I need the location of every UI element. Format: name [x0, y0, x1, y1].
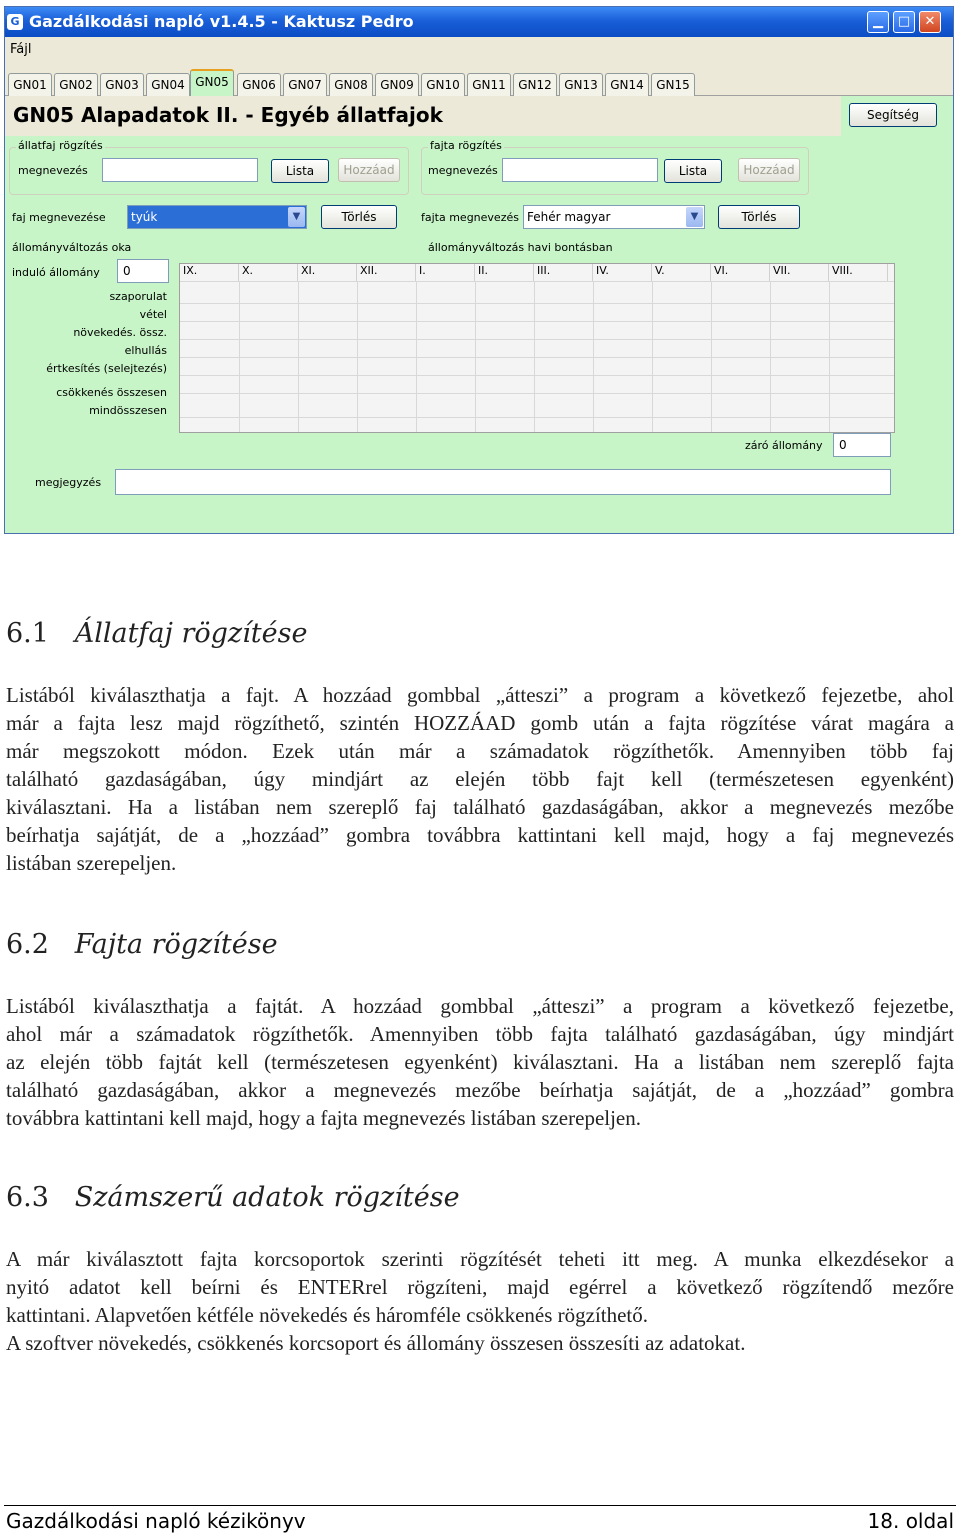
row-label: növekedés. össz. — [73, 326, 167, 339]
section-number: 6.2 — [6, 929, 49, 960]
species-add-button[interactable]: Hozzáad — [338, 158, 400, 182]
tab-gn08[interactable]: GN08 — [329, 73, 373, 96]
section-title: Fajta rögzítése — [74, 929, 278, 960]
row-label: csökkenés összesen — [56, 386, 167, 399]
grid-line — [593, 281, 594, 432]
tab-gn02[interactable]: GN02 — [54, 73, 98, 96]
tab-gn05[interactable]: GN05 — [190, 69, 234, 96]
text-line: nyitó adatot kell beírni és ENTERrel rögzíteni, majd egérrel a következő rögzítendő mezőre — [6, 1275, 954, 1299]
breed-list-button[interactable]: Lista — [664, 159, 722, 183]
form-title-bar — [5, 96, 841, 136]
closing-stock-input[interactable]: 0 — [833, 433, 891, 457]
breed-add-button[interactable]: Hozzáad — [738, 158, 800, 182]
close-icon[interactable]: ✕ — [919, 11, 941, 33]
note-input[interactable] — [115, 469, 891, 495]
tab-gn04[interactable]: GN04 — [146, 73, 190, 96]
text-line: már a fajta lesz majd rögzíthető, szintén HOZZÁAD gomb után a fajta rögzítése várat magára a — [6, 711, 954, 735]
footer-rule — [4, 1505, 956, 1506]
grid-line — [534, 281, 535, 432]
closing-stock-label: záró állomány — [745, 439, 823, 452]
title-bar — [5, 7, 953, 37]
section-heading — [6, 929, 278, 960]
section-title: Állatfaj rögzítése — [74, 618, 308, 649]
tab-gn01[interactable]: GN01 — [8, 73, 52, 96]
tab-gn10[interactable]: GN10 — [421, 73, 465, 96]
grid-line — [711, 281, 712, 432]
month-header: V. — [652, 264, 711, 281]
form-title: GN05 Alapadatok II. - Egyéb állatfajok — [13, 103, 443, 127]
grid-line — [652, 281, 653, 432]
text-line: beírhatja sajátját, de a „hozzáad” gombra továbbra kattintani kell majd, hogy a faj megnevezés — [6, 823, 954, 847]
text-line: A szoftver növekedés, csökkenés korcsoport és állomány összesen összesíti az adatokat. — [6, 1331, 746, 1355]
month-header: II. — [475, 264, 534, 281]
text-line: ahol már a számadatok rögzíthetők. Amennyiben több fajta található gazdaságában, úgy mindjárt — [6, 1022, 954, 1046]
breed-select-label: fajta megnevezés — [421, 211, 519, 224]
stock-change-reason-label: állományváltozás oka — [12, 241, 132, 254]
grid-line — [180, 321, 894, 322]
breed-group-legend: fajta rögzítés — [430, 139, 502, 152]
grid-line — [829, 281, 830, 432]
text-line: listában szerepeljen. — [6, 851, 177, 875]
grid-line — [180, 303, 894, 304]
grid-line — [180, 357, 894, 358]
tab-gn12[interactable]: GN12 — [513, 73, 557, 96]
tab-bar — [5, 63, 953, 96]
breed-group — [421, 139, 809, 195]
species-group-legend: állatfaj rögzítés — [18, 139, 103, 152]
breed-delete-button[interactable]: Törlés — [718, 205, 800, 229]
tab-gn11[interactable]: GN11 — [467, 73, 511, 96]
text-line: található gazdaságában, akkor a megnevezés mezőbe beírhatja sajátját, de a „hozzáad” gombra — [6, 1078, 954, 1102]
month-header: X. — [239, 264, 298, 281]
grid-line — [770, 281, 771, 432]
grid-line — [475, 281, 476, 432]
section-paragraph — [6, 681, 954, 877]
app-icon: G — [7, 14, 23, 30]
breed-select[interactable] — [523, 205, 705, 229]
minimize-icon[interactable]: ▁ — [867, 11, 889, 33]
species-name-label: megnevezés — [18, 164, 88, 177]
app-window — [4, 6, 954, 534]
month-header: I. — [416, 264, 475, 281]
window-title: Gazdálkodási napló v1.4.5 - Kaktusz Pedro — [29, 12, 414, 31]
note-label: megjegyzés — [35, 476, 102, 489]
grid-line — [298, 281, 299, 432]
text-line: A már kiválasztott fajta korcsoportok szerinti rögzítését teheti itt meg. A munka elkezdésekor a — [6, 1247, 954, 1271]
tab-gn03[interactable]: GN03 — [100, 73, 144, 96]
menu-bar — [5, 37, 953, 63]
row-label: vétel — [139, 308, 167, 321]
month-header: IV. — [593, 264, 652, 281]
section-title: Számszerű adatok rögzítése — [74, 1182, 460, 1213]
row-label: értkesítés (selejtezés) — [46, 362, 167, 375]
species-select[interactable] — [127, 205, 307, 229]
species-group — [9, 139, 409, 195]
tab-gn15[interactable]: GN15 — [651, 73, 695, 96]
species-delete-button[interactable]: Törlés — [321, 205, 397, 229]
menu-file[interactable]: Fájl — [10, 42, 32, 57]
monthly-grid[interactable] — [179, 263, 895, 433]
month-header: III. — [534, 264, 593, 281]
grid-line — [357, 281, 358, 432]
tab-gn06[interactable]: GN06 — [237, 73, 281, 96]
opening-stock-input[interactable]: 0 — [117, 259, 169, 283]
tab-gn14[interactable]: GN14 — [605, 73, 649, 96]
month-header: IX. — [180, 264, 239, 281]
species-select-label: faj megnevezése — [12, 211, 106, 224]
grid-line — [180, 339, 894, 340]
breed-name-input[interactable] — [502, 158, 658, 182]
section-heading — [6, 1182, 460, 1213]
month-header: XI. — [298, 264, 357, 281]
stock-change-monthly-label: állományváltozás havi bontásban — [428, 241, 613, 254]
text-line: kattintani. Alapvetően kétféle növekedés és háromféle csökkenés rögzíthető. — [6, 1303, 649, 1327]
text-line: Listából kiválaszthatja a fajtát. A hozzáad gombbal „átteszi” a program a következő fejezetbe, — [6, 994, 954, 1018]
text-line: az elején több fajtát kell (természetesen egyenként) kiválasztani. Ha a listában nem szereplő fajta — [6, 1050, 954, 1074]
row-label: szaporulat — [109, 290, 167, 303]
section-paragraph — [6, 1245, 954, 1357]
section-paragraph — [6, 992, 954, 1132]
text-line: továbbra kattintani kell majd, hogy a fajta megnevezés listában szerepeljen. — [6, 1106, 642, 1130]
row-label: elhullás — [124, 344, 167, 357]
chevron-down-icon[interactable]: ▼ — [288, 207, 305, 227]
text-line: kiválasztani. Ha a listában nem szereplő faj található gazdaságában, akkor a megnevezés mezőbe — [6, 795, 954, 819]
species-name-input[interactable] — [102, 158, 258, 182]
section-heading — [6, 618, 307, 649]
section-number: 6.1 — [6, 618, 49, 649]
grid-line — [239, 281, 240, 432]
help-button[interactable]: Segítség — [849, 103, 937, 127]
month-header: XII. — [357, 264, 416, 281]
footer-page-number: 18. oldal — [867, 1509, 954, 1533]
text-line: már megszokott módon. Ezek után már a számadatok rögzíthetők. Amennyiben több faj — [6, 739, 954, 763]
breed-name-label: megnevezés — [428, 164, 498, 177]
grid-line — [180, 375, 894, 376]
maximize-icon[interactable]: □ — [893, 11, 915, 33]
grid-line — [180, 417, 894, 418]
breed-select-value: Fehér magyar — [527, 210, 611, 224]
species-list-button[interactable]: Lista — [271, 159, 329, 183]
grid-line — [416, 281, 417, 432]
species-select-value: tyúk — [131, 210, 158, 224]
grid-line — [180, 281, 894, 282]
chevron-down-icon[interactable]: ▼ — [686, 207, 703, 227]
opening-stock-label: induló állomány — [12, 266, 100, 279]
text-line: található gazdaságában, úgy mindjárt az elején több fajt kell (természetesen egyenként) — [6, 767, 954, 791]
grid-line — [180, 393, 894, 394]
section-number: 6.3 — [6, 1182, 49, 1213]
month-header: VI. — [711, 264, 770, 281]
month-header: VII. — [770, 264, 829, 281]
month-header: VIII. — [829, 264, 888, 281]
row-label: mindösszesen — [89, 404, 167, 417]
tab-gn07[interactable]: GN07 — [283, 73, 327, 96]
text-line: Listából kiválaszthatja a fajt. A hozzáad gombbal „átteszi” a program a következő fejezetbe, ahol — [6, 683, 954, 707]
tab-gn13[interactable]: GN13 — [559, 73, 603, 96]
tab-gn09[interactable]: GN09 — [375, 73, 419, 96]
footer-left: Gazdálkodási napló kézikönyv — [6, 1509, 306, 1533]
